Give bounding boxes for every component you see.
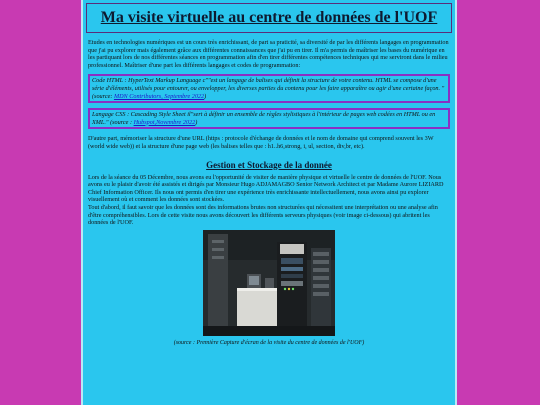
visit-paragraph-2: Tout d'abord, il faut savoir que les données sont des informations brutes non structurées qui nécessitent une interprétation ou une analyse afin d'être compréhensibles. Lors de cette visite nous avons découvert les différents serveurs physiques (voir image ci-dessous) qui abritent les données de l'UOF. [88,203,438,227]
main-content [83,39,455,346]
datacenter-photo-illustration [203,230,335,336]
hubspot-source-link[interactable]: Hubspot,Novembre 2022 [133,118,196,126]
html-quote-close: ) [204,92,207,100]
content-frame [81,0,457,405]
datacenter-photo [203,230,335,336]
section-heading: Gestion et Stockage de la donnée [206,159,332,170]
title-box [86,3,452,33]
visit-paragraph-1: Lors de la séance du 05 Décembre, nous avons eu l'opportunité de visiter de manière physique et virtuelle le centre de données de l'UOF. Nous avons eu le plaisir d'avoir été assistés et dirigés par Monsieur Hugo ADJAMAGBO Senior Network Architect et par Madame Aurore LIZIARD Chief Information Officer. Ils nous ont permis d'en tirer une expérience très enrichissante intellectuellement, nous avons ainsi pu explorer visuellement où et comment les données sont stockées. [88,173,444,204]
page-title: Ma visite virtuelle au centre de données de l'UOF [100,9,438,26]
photo-caption: (source : Première Capture d'écran de la visite du centre de données de l'UOF) [173,339,365,346]
css-quote-text: Langage CSS : Cascading Style Sheet il"sert à définir un ensemble de règles stylistiques à l'intérieur de pages web codées en HTML ou en XML." (source : [92,111,436,126]
css-definition-quote [88,108,450,129]
html-definition-quote [88,74,450,103]
html-quote-text: Code HTML : HyperText Markup Language c""est un langage de balises qui définit la structure de votre contenu. HTML se compose d'une série d'éléments, utilisés pour entourer, ou envelopper, les diverses parties du contenu pour les faire apparaître ou agir d'une certaine façon. " (source: [92,77,445,100]
url-structure-paragraph: D'autre part, mémoriser la structure d'une URL (https : protocole d'échange de données et le nom de domaine qui comprend souvent les 3W (world wide web)) et la structure d'une page web (les balises telles que : h1..h6,strong, i, ul, section, div,br, etc). [88,135,434,150]
mdn-source-link[interactable]: MDN Contributors, Septembre 2022 [113,92,205,100]
css-quote-close: ) [195,118,198,126]
intro-paragraph: Etudes en technologies numériques est un cours très enrichissant, de part sa praticité, sa diversité de par les différents langages en programmation que j'ai pu explorer mais également grâce aux différentes connaissances que j'ai pu en tirer. Il m'a permis de maîtriser les bases du numérique en les partiquant lors de nos différentes séances en programmation afin d'en tirer différentes compétences techniques qui me serviront dans le milieu professionnel. Maîtriser d'une part les différents langages et codes de programmation: [88,39,449,69]
